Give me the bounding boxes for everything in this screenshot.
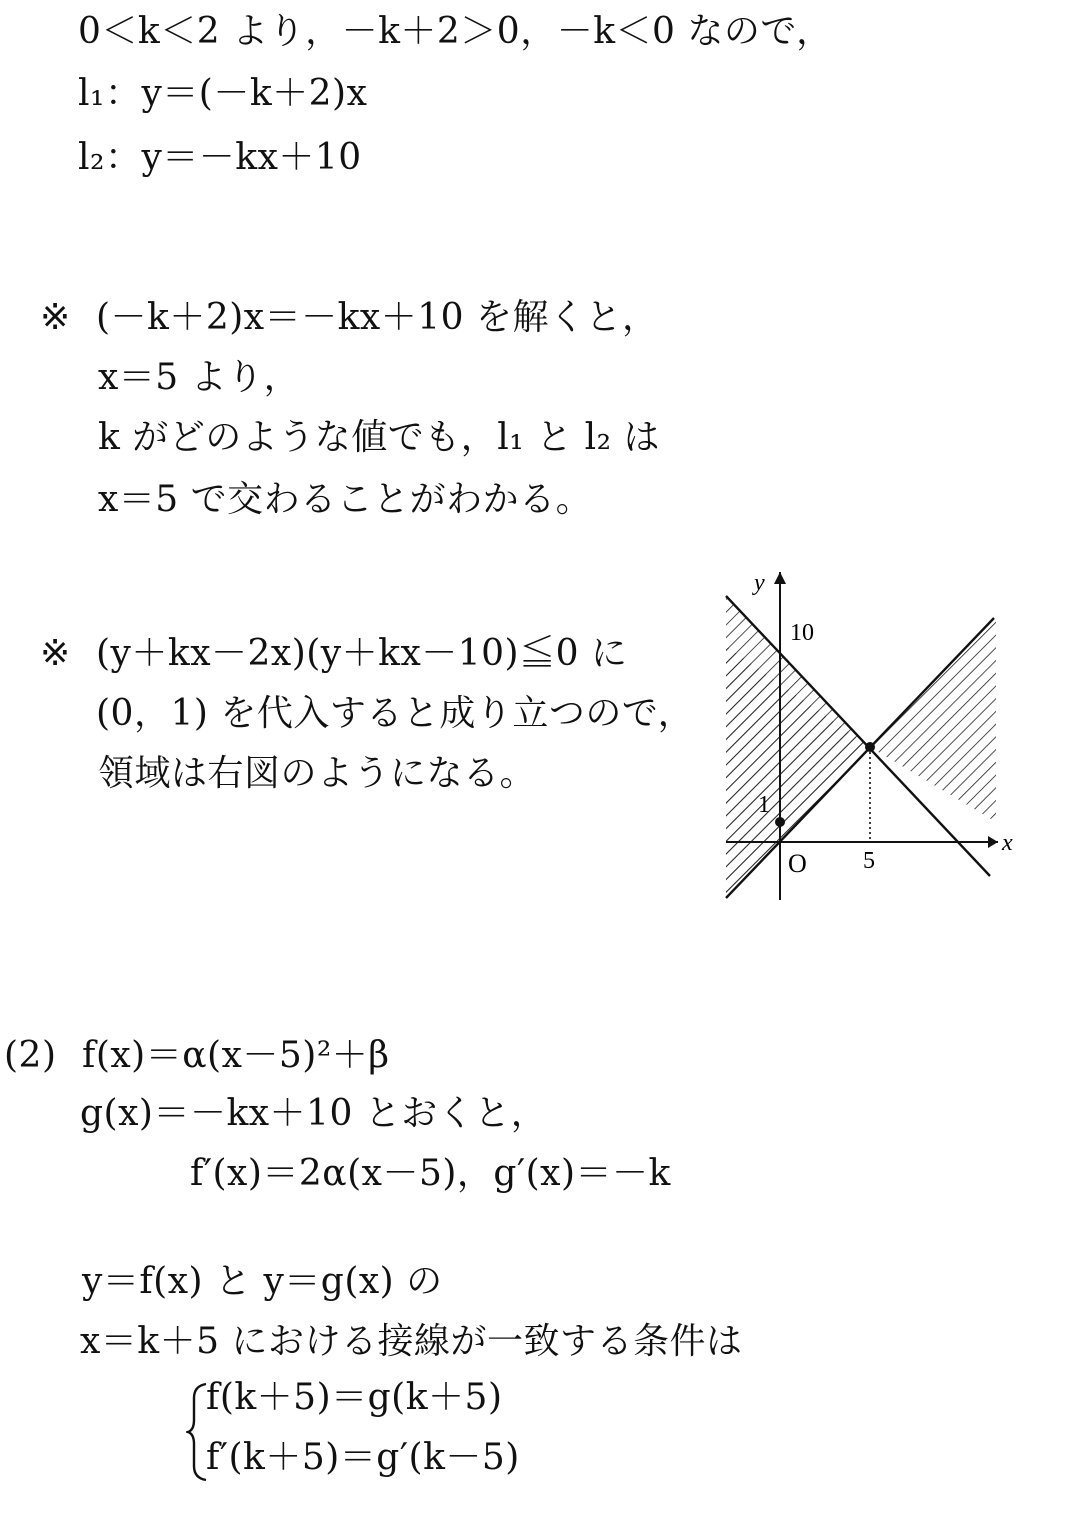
note2-line-3: 領域は右図のようになる。	[98, 753, 537, 794]
system-eq-2: f′(k＋5)＝g′(k－5)	[206, 1437, 520, 1478]
x-axis-label: x	[1002, 830, 1013, 856]
note2-line-1: (y＋kx－2x)(y＋kx－10)≦0 に	[96, 633, 628, 674]
part2-line-2: g(x)＝－kx＋10 とおくと，	[80, 1093, 548, 1134]
l1-equation: l₁：y＝(－k＋2)x	[78, 73, 368, 114]
note1-line-4: x＝5 で交わることがわかる。	[98, 479, 593, 520]
y-axis-label: y	[754, 570, 765, 596]
part2-line-5: x＝k＋5 における接線が一致する条件は	[80, 1321, 743, 1362]
note2-line-2: (0，1) を代入すると成り立つので，	[96, 693, 695, 734]
note1-line-1: (－k＋2)x＝－kx＋10 を解くと，	[96, 297, 659, 338]
shaded-region	[712, 596, 996, 900]
intro-line-1: 0＜k＜2 より，－k＋2＞0，－k＜0 なので，	[78, 11, 833, 52]
note1-line-2: x＝5 より，	[98, 357, 301, 398]
part2-number: (2)	[4, 1035, 57, 1076]
note1-mark: ※	[40, 297, 71, 338]
part2-line-4: y＝f(x) と y＝g(x) の	[82, 1261, 443, 1302]
intersection-point	[865, 742, 875, 752]
y-tick-10: 10	[790, 620, 814, 646]
x-tick-5: 5	[863, 848, 875, 874]
y-tick-1: 1	[758, 792, 770, 818]
x-axis-arrow	[988, 836, 998, 848]
note1-line-3: k がどのような値でも，l₁ と l₂ は	[98, 417, 660, 458]
system-eq-1: f(k＋5)＝g(k＋5)	[206, 1377, 503, 1418]
y-axis-arrow	[774, 572, 786, 584]
part2-line-1: f(x)＝α(x－5)²＋β	[82, 1035, 390, 1076]
part2-line-3: f′(x)＝2α(x－5)，g′(x)＝－k	[190, 1153, 671, 1194]
note2-mark: ※	[40, 633, 71, 674]
origin-label: O	[788, 849, 807, 878]
region-graph	[712, 562, 1032, 910]
test-point	[775, 817, 785, 827]
l2-equation: l₂：y＝－kx＋10	[78, 137, 362, 178]
